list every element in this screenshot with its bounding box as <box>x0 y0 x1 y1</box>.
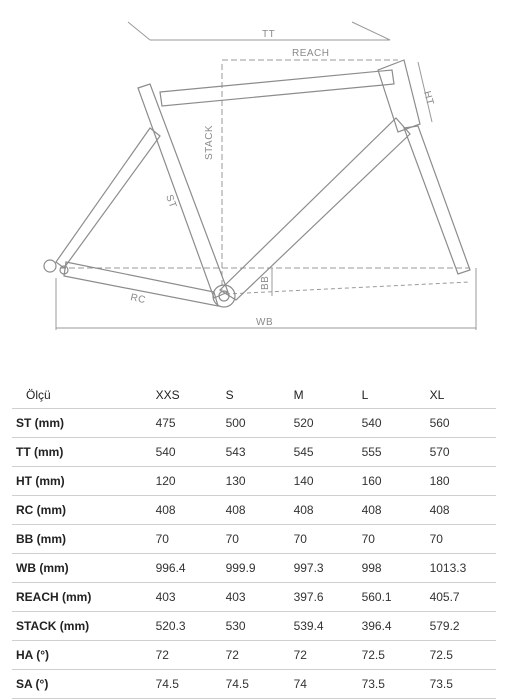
reach-label: REACH <box>292 48 330 59</box>
table-row <box>12 438 496 467</box>
stack-label: STACK <box>204 124 215 160</box>
table-cell: 996.4 <box>156 554 226 583</box>
table-cell: 555 <box>362 438 430 467</box>
table-cell: 397.6 <box>294 583 362 612</box>
table-cell: 72 <box>226 641 294 670</box>
table-cell: 570 <box>430 438 496 467</box>
table-cell: 73.5 <box>362 670 430 699</box>
table-cell: 70 <box>226 525 294 554</box>
table-cell: 120 <box>156 467 226 496</box>
column-header-m: M <box>293 388 304 402</box>
rear-dropout <box>44 260 56 272</box>
st-label: ST <box>163 193 179 210</box>
table-row <box>12 409 496 438</box>
table-cell: 540 <box>362 409 430 438</box>
table-row <box>12 670 496 699</box>
table-row <box>12 641 496 670</box>
table-cell: 74.5 <box>156 670 226 699</box>
table-cell: 1013.3 <box>430 554 496 583</box>
table-cell: 408 <box>430 496 496 525</box>
rc-label: RC <box>129 292 147 307</box>
table-cell: 130 <box>226 467 294 496</box>
table-cell: 560.1 <box>362 583 430 612</box>
table-cell: 72 <box>294 641 362 670</box>
ht-label: HT <box>421 89 436 107</box>
table-cell: 70 <box>430 525 496 554</box>
row-label: HT (mm) <box>12 467 156 496</box>
column-header-xxs: XXS <box>155 388 180 402</box>
table-cell: 545 <box>294 438 362 467</box>
table-cell: 500 <box>226 409 294 438</box>
table-cell: 72.5 <box>362 641 430 670</box>
table-cell: 408 <box>362 496 430 525</box>
fork <box>404 126 470 274</box>
seat-stay <box>56 128 160 268</box>
table-cell: 74 <box>294 670 362 699</box>
table-row <box>12 496 496 525</box>
table-cell: 999.9 <box>226 554 294 583</box>
table-cell: 140 <box>294 467 362 496</box>
table-cell: 405.7 <box>430 583 496 612</box>
frame-geometry-diagram <box>0 0 505 340</box>
table-cell: 70 <box>156 525 226 554</box>
table-cell: 72 <box>156 641 226 670</box>
column-header-l: L <box>361 388 369 402</box>
table-cell: 579.2 <box>430 612 496 641</box>
row-label: ST (mm) <box>12 409 156 438</box>
table-cell: 475 <box>156 409 226 438</box>
bb-label: BB <box>260 275 271 290</box>
table-cell: 408 <box>294 496 362 525</box>
table-row <box>12 467 496 496</box>
table-cell: 180 <box>430 467 496 496</box>
table-cell: 403 <box>226 583 294 612</box>
table-cell: 539.4 <box>294 612 362 641</box>
table-cell: 540 <box>156 438 226 467</box>
column-header-measure: Ölçü <box>26 388 51 402</box>
seat-tube <box>138 84 228 298</box>
table-cell: 70 <box>362 525 430 554</box>
row-label: REACH (mm) <box>12 583 156 612</box>
table-cell: 543 <box>226 438 294 467</box>
row-label: HA (°) <box>12 641 156 670</box>
column-header-xl: XL <box>429 388 445 402</box>
table-cell: 74.5 <box>226 670 294 699</box>
table-cell: 160 <box>362 467 430 496</box>
row-label: BB (mm) <box>12 525 156 554</box>
table-row <box>12 525 496 554</box>
bottom-bracket <box>213 285 235 307</box>
down-tube <box>220 118 410 300</box>
geometry-table <box>12 382 496 699</box>
table-cell: 73.5 <box>430 670 496 699</box>
table-cell: 998 <box>362 554 430 583</box>
table-header-row <box>12 382 496 409</box>
table-cell: 72.5 <box>430 641 496 670</box>
table-cell: 70 <box>294 525 362 554</box>
table-cell: 530 <box>226 612 294 641</box>
table-row <box>12 612 496 641</box>
row-label: RC (mm) <box>12 496 156 525</box>
table-row <box>12 583 496 612</box>
table-row <box>12 554 496 583</box>
row-label: STACK (mm) <box>12 612 156 641</box>
row-label: TT (mm) <box>12 438 156 467</box>
table-cell: 403 <box>156 583 226 612</box>
wb-label: WB <box>256 317 274 328</box>
table-cell: 396.4 <box>362 612 430 641</box>
table-cell: 997.3 <box>294 554 362 583</box>
table-cell: 408 <box>156 496 226 525</box>
table-cell: 408 <box>226 496 294 525</box>
table-cell: 520.3 <box>156 612 226 641</box>
table-cell: 520 <box>294 409 362 438</box>
row-label: WB (mm) <box>12 554 156 583</box>
row-label: SA (°) <box>12 670 156 699</box>
tt-label: TT <box>262 29 276 40</box>
column-header-s: S <box>225 388 234 402</box>
tt-dimension-line <box>128 22 390 40</box>
top-tube <box>160 70 394 106</box>
table-cell: 560 <box>430 409 496 438</box>
